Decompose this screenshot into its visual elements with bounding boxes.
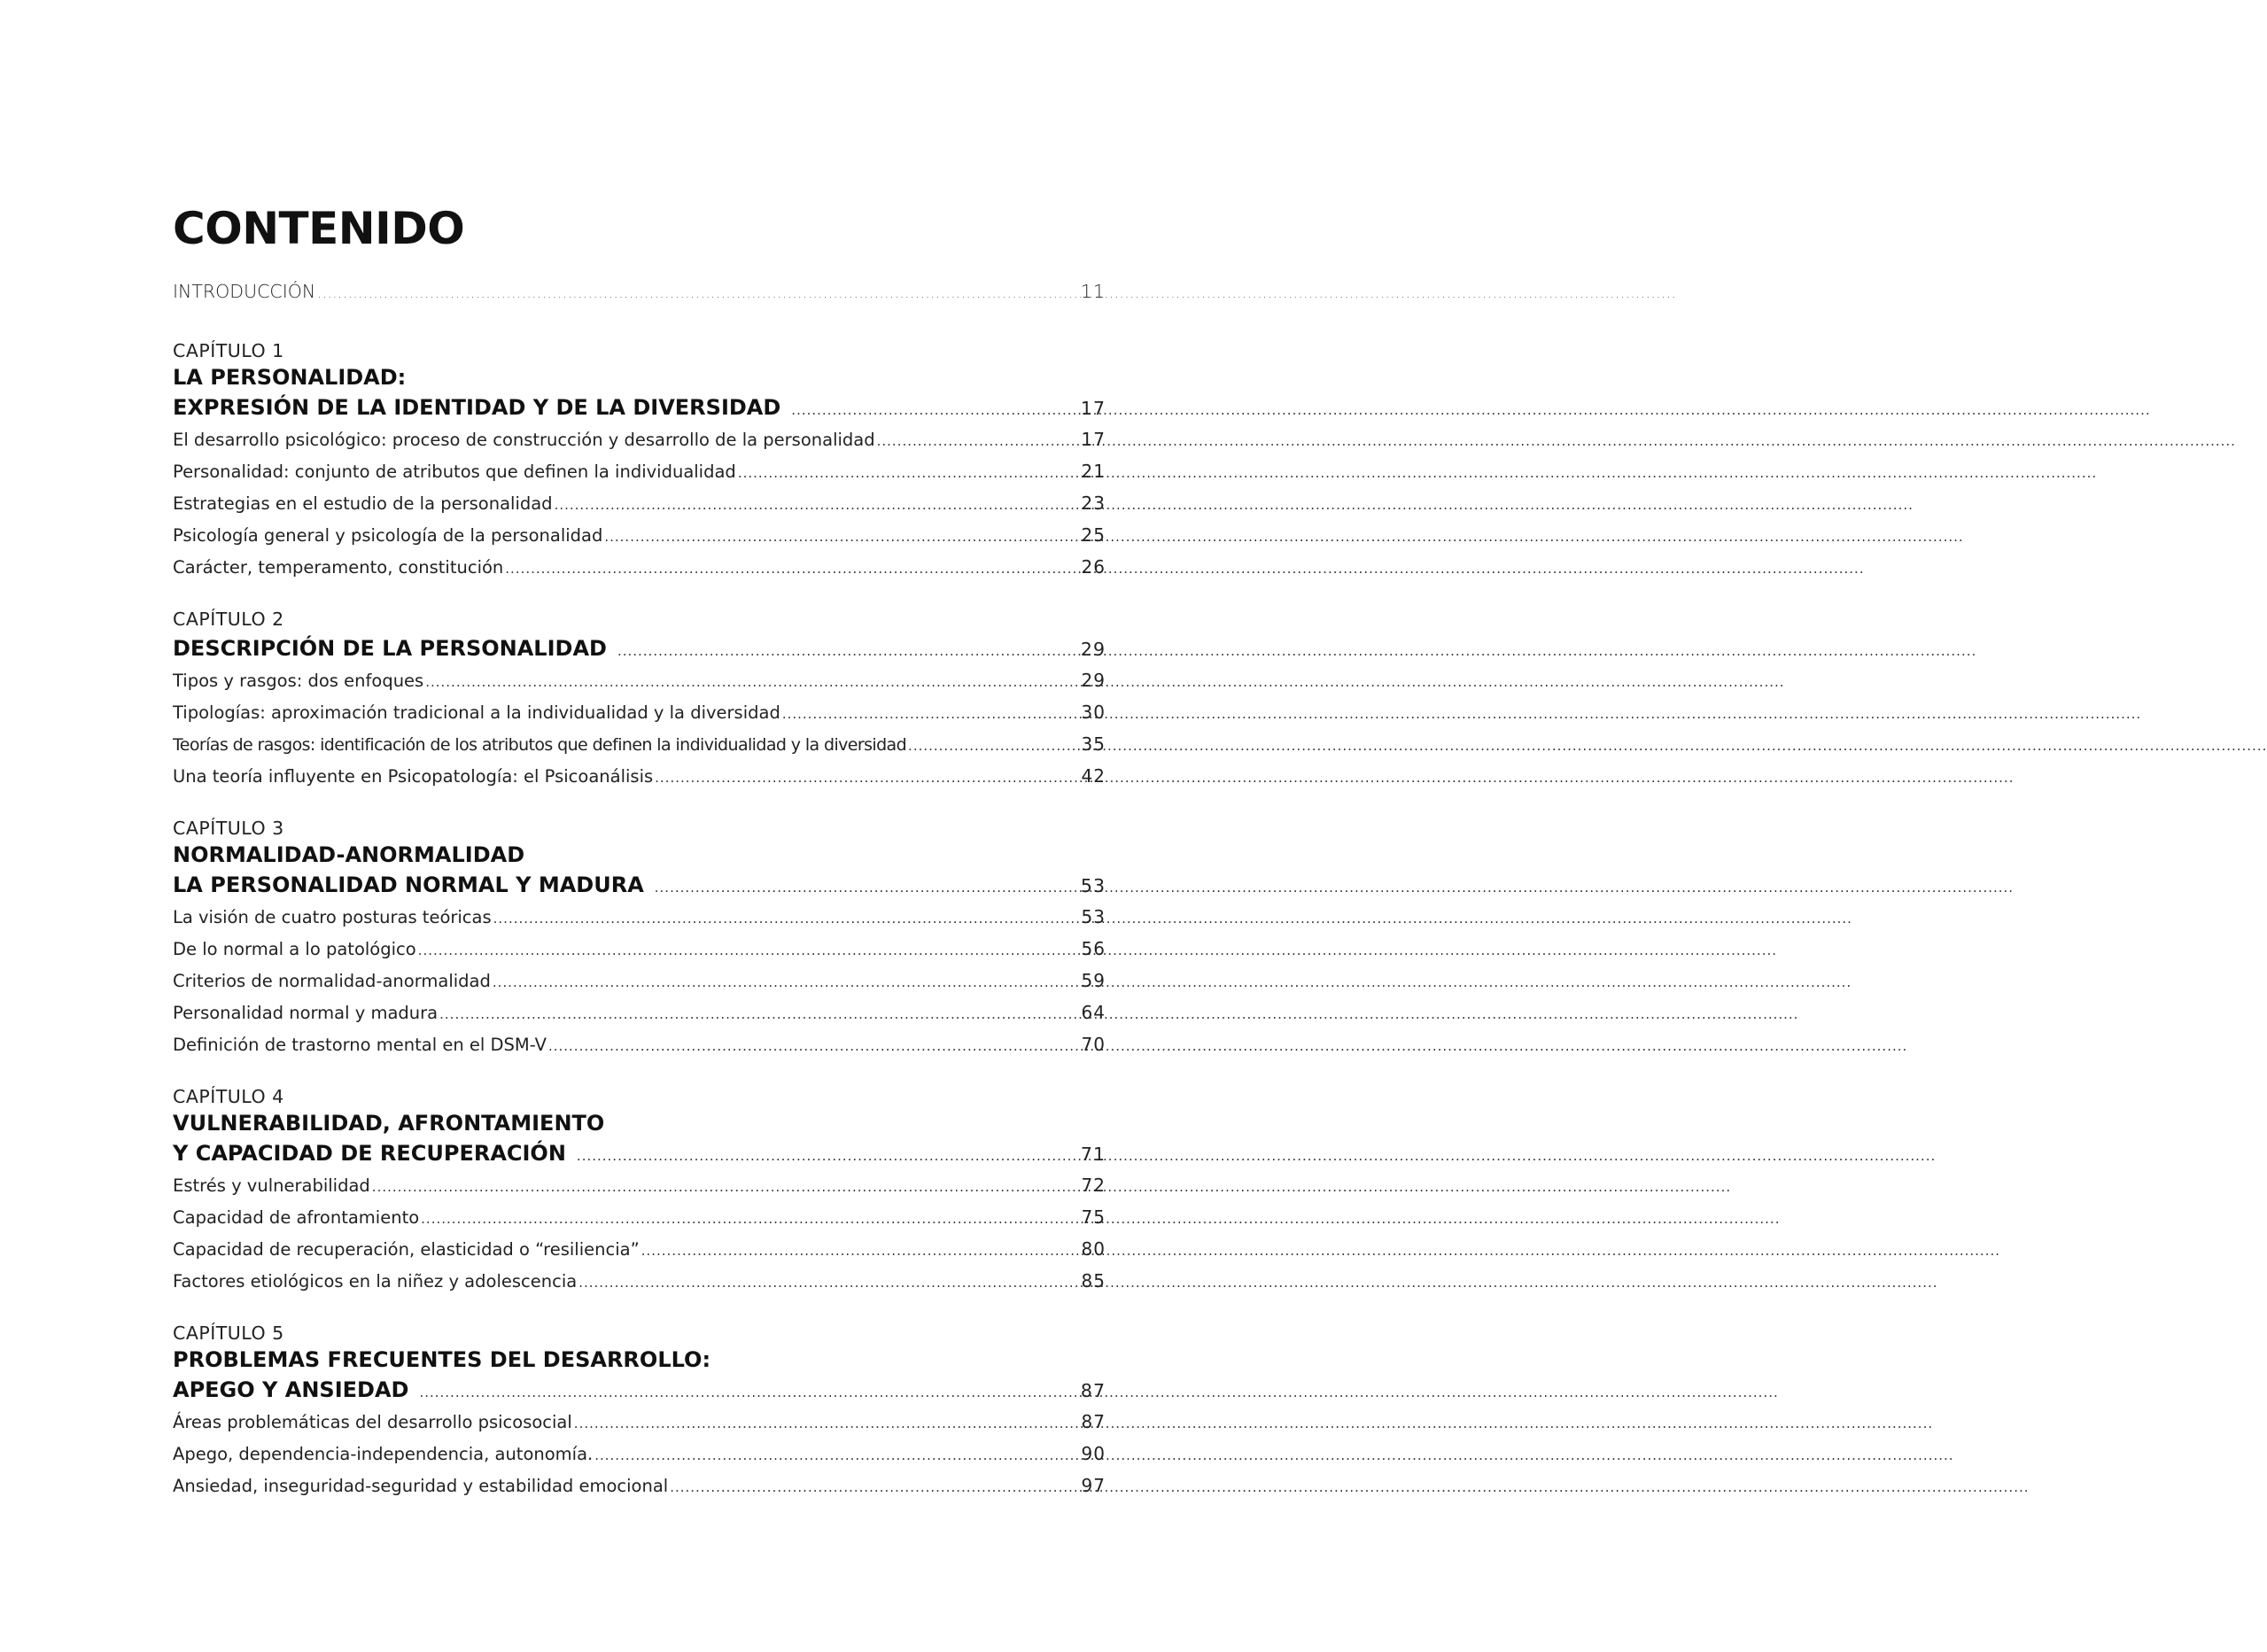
page-number: 35 (1081, 733, 1106, 755)
toc-entry (173, 933, 1106, 965)
page-number: 42 (1081, 765, 1106, 787)
chapter-title-line: LA PERSONALIDAD: (173, 365, 407, 390)
chapter-title-line: EXPRESIÓN DE LA IDENTIDAD Y DE LA DIVERSIDAD (173, 395, 781, 420)
page-number: 53 (1080, 875, 1106, 896)
page-number: 29 (1080, 639, 1106, 660)
page-number: 56 (1081, 938, 1106, 959)
chapter-label: CAPÍTULO 2 (173, 609, 284, 630)
toc-entry (173, 901, 1106, 933)
page-number: 30 (1081, 702, 1106, 723)
toc-entry (173, 1406, 1106, 1438)
chapter-label: CAPÍTULO 5 (173, 1322, 284, 1344)
chapter-title-entry (173, 1374, 1106, 1406)
dot-leader (908, 730, 1080, 762)
page-number: 64 (1081, 1002, 1106, 1023)
toc-entry-label: Una teoría influyente en Psicopatología: el Psicoanálisis (173, 766, 654, 787)
chapter-title-entry (173, 632, 1106, 664)
toc-entry-label: La visión de cuatro posturas teóricas (173, 907, 492, 927)
chapter-title-line: APEGO Y ANSIEDAD (173, 1377, 409, 1402)
page-number: 25 (1081, 524, 1106, 546)
page-number: 97 (1081, 1475, 1106, 1496)
dot-leader (419, 1377, 1076, 1408)
dot-leader (604, 521, 1079, 553)
toc-entry-label: Teorías de rasgos: identificación de los atributos que definen la individualidad y la diversidad (173, 735, 907, 755)
toc-entry-label: Capacidad de afrontamiento (173, 1207, 420, 1228)
page-number: 85 (1081, 1270, 1106, 1291)
toc-entry-label: Criterios de normalidad-anormalidad (173, 971, 491, 991)
page-number: 70 (1081, 1034, 1106, 1055)
page-number: 90 (1081, 1443, 1106, 1464)
dot-leader (317, 276, 1079, 311)
toc-entry (173, 1028, 1106, 1060)
page-number: 87 (1080, 1380, 1106, 1401)
dot-leader (670, 1471, 1079, 1503)
dot-leader (574, 1408, 1080, 1439)
page-number: 75 (1081, 1206, 1106, 1228)
chapter-block-5 (173, 1320, 1106, 1501)
toc-entry (173, 455, 1106, 487)
toc-entry-label: Tipologías: aproximación tradicional a la individualidad y la diversidad (173, 702, 780, 723)
dot-leader (425, 666, 1079, 698)
toc-entry (173, 1201, 1106, 1233)
dot-leader (738, 457, 1080, 489)
chapter-block-2 (173, 606, 1106, 792)
dot-leader (578, 1267, 1079, 1299)
toc-entry (173, 551, 1106, 583)
page-number: 80 (1081, 1238, 1106, 1260)
chapter-title-entry (173, 869, 1106, 901)
toc-entry-label: El desarrollo psicológico: proceso de construcción y desarrollo de la personalidad (173, 430, 875, 450)
dot-leader (577, 1140, 1077, 1172)
dot-leader (655, 872, 1077, 904)
toc-entry-label: Definición de trastorno mental en el DSM-V (173, 1035, 547, 1055)
dot-leader (791, 394, 1077, 426)
dot-leader (505, 553, 1079, 585)
toc-entry-label: Estrategias en el estudio de la personalidad (173, 493, 553, 514)
chapter-label: CAPÍTULO 1 (173, 340, 284, 361)
page-number: 29 (1081, 670, 1106, 691)
chapter-list (173, 337, 1106, 1501)
chapter-title-entry (173, 392, 1106, 423)
dot-leader (782, 698, 1080, 730)
toc-entry-introduction (173, 275, 1106, 309)
toc-entry (173, 997, 1106, 1028)
page-number: 17 (1081, 429, 1106, 450)
chapter-title-line: Y CAPACIDAD DE RECUPERACIÓN (173, 1141, 566, 1166)
chapter-title-line: LA PERSONALIDAD NORMAL Y MADURA (173, 873, 644, 897)
toc-entry-label: Factores etiológicos en la niñez y adolescencia (173, 1271, 578, 1291)
toc-entry (173, 487, 1106, 519)
chapter-block-1 (173, 337, 1106, 583)
page-title: CONTENIDO (173, 203, 465, 254)
dot-leader (641, 1235, 1080, 1267)
page-number: 87 (1081, 1411, 1106, 1432)
toc-entry-label: Tipos y rasgos: dos enfoques (173, 671, 424, 691)
chapter-label: CAPÍTULO 3 (173, 818, 284, 839)
toc-entry (173, 664, 1106, 696)
page-number: 53 (1081, 906, 1106, 927)
chapter-title-line: PROBLEMAS FRECUENTES DEL DESARROLLO: (173, 1347, 711, 1372)
dot-leader (418, 935, 1080, 966)
dot-leader (493, 903, 1080, 935)
dot-leader (439, 998, 1079, 1030)
toc-entry-label: Personalidad: conjunto de atributos que definen la individualidad (173, 461, 736, 482)
toc-entry (173, 1470, 1106, 1501)
toc-entry (173, 965, 1106, 997)
chapter-block-3 (173, 815, 1106, 1060)
toc-entry-label: Carácter, temperamento, constitución (173, 557, 504, 578)
dot-leader (877, 425, 1080, 457)
page-number: 21 (1081, 461, 1106, 482)
page-number: 11 (1080, 281, 1106, 302)
toc-entry (173, 1233, 1106, 1265)
toc-entry-label: Apego, dependencia-independencia, autonomía. (173, 1444, 594, 1464)
chapter-title-line: DESCRIPCIÓN DE LA PERSONALIDAD (173, 636, 607, 661)
toc-entry-label: Áreas problemáticas del desarrollo psicosocial (173, 1412, 572, 1432)
page-number: 71 (1080, 1144, 1106, 1165)
toc-entry (173, 1169, 1106, 1201)
toc-entry (173, 696, 1106, 728)
chapter-label: CAPÍTULO 4 (173, 1086, 284, 1107)
dot-leader (493, 966, 1080, 998)
page-number: 17 (1080, 398, 1106, 419)
toc-entry-label: INTRODUCCIÓN (173, 281, 316, 302)
dot-leader (594, 1439, 1079, 1471)
toc-entry (173, 423, 1106, 455)
dot-leader (372, 1171, 1080, 1203)
toc-entry (173, 760, 1106, 792)
toc-entry-label: De lo normal a lo patológico (173, 939, 416, 959)
toc-entry-label: Estrés y vulnerabilidad (173, 1175, 370, 1196)
toc-entry-label: Psicología general y psicología de la personalidad (173, 525, 603, 546)
toc-entry (173, 519, 1106, 551)
toc-entry-label: Ansiedad, inseguridad-seguridad y estabilidad emocional (173, 1476, 669, 1496)
dot-leader (421, 1203, 1079, 1235)
page-number: 72 (1081, 1175, 1106, 1196)
dot-leader (655, 762, 1079, 794)
chapter-title-line: NORMALIDAD-ANORMALIDAD (173, 842, 525, 867)
chapter-title-line: VULNERABILIDAD, AFRONTAMIENTO (173, 1111, 605, 1136)
page-number: 59 (1081, 970, 1106, 991)
toc-entry (173, 1438, 1106, 1470)
page-number: 23 (1081, 492, 1106, 514)
toc-entry-label: Capacidad de recuperación, elasticidad o “resiliencia” (173, 1239, 640, 1260)
dot-leader (555, 489, 1080, 521)
dot-leader (617, 635, 1077, 667)
chapter-block-4 (173, 1083, 1106, 1297)
dot-leader (548, 1030, 1080, 1062)
toc-entry (173, 1265, 1106, 1297)
chapter-title-entry (173, 1137, 1106, 1169)
page-number: 26 (1081, 556, 1106, 578)
toc-entry-label: Personalidad normal y madura (173, 1003, 439, 1023)
table-of-contents (173, 275, 1106, 1524)
toc-entry (173, 728, 1106, 760)
